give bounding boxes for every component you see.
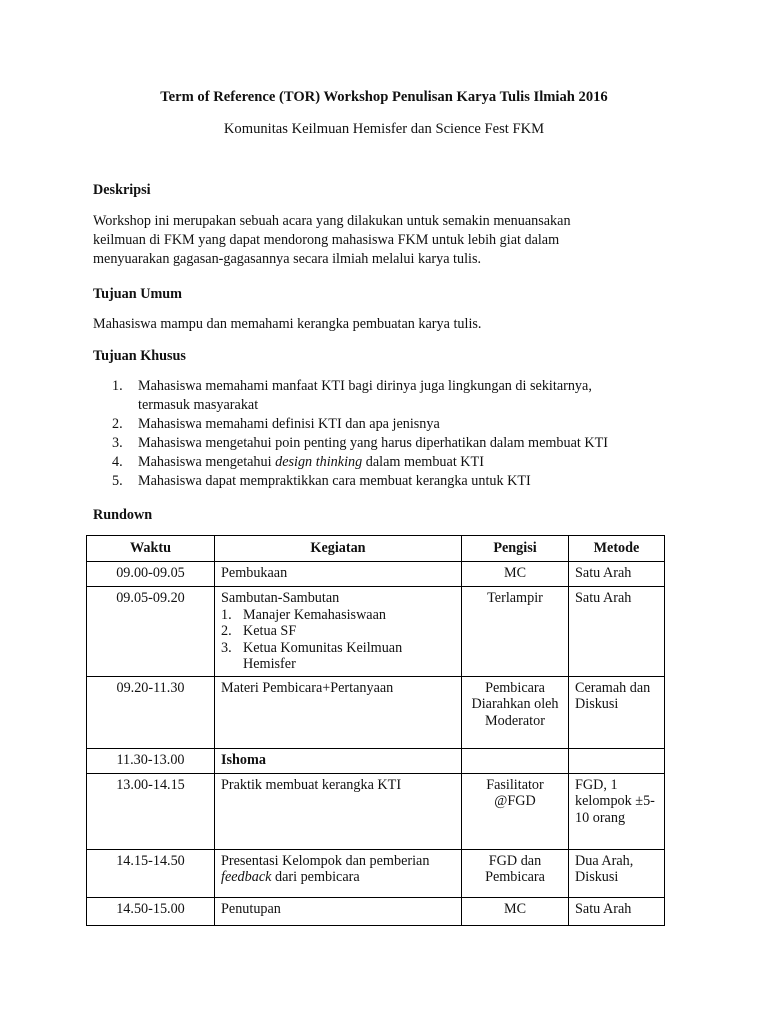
list-item-text-pre: Mahasiswa mengetahui xyxy=(138,454,276,470)
list-number: 5. xyxy=(112,473,123,489)
cell-kegiatan: Penutupan xyxy=(215,897,462,925)
cell-pengisi: Pembicara Diarahkan oleh Moderator xyxy=(462,676,569,748)
cell-pengisi: Fasilitator @FGD xyxy=(462,773,569,849)
cell-waktu: 09.20-11.30 xyxy=(87,676,215,748)
cell-kegiatan-post: dari pembicara xyxy=(271,869,360,885)
list-number: 1. xyxy=(221,606,232,623)
section-heading-tujuan-umum: Tujuan Umum xyxy=(93,286,182,302)
cell-pengisi: MC xyxy=(462,562,569,587)
rundown-table xyxy=(86,535,665,926)
table-row xyxy=(87,748,665,773)
list-item xyxy=(112,415,682,434)
document-subtitle: Komunitas Keilmuan Hemisfer dan Science Fest FKM xyxy=(223,121,545,137)
table-row xyxy=(87,587,665,677)
list-item xyxy=(112,453,682,472)
deskripsi-paragraph xyxy=(93,212,683,269)
table-row xyxy=(87,897,665,925)
list-item-text: Mahasiswa memahami manfaat KTI bagi dirinya juga lingkungan di sekitarnya, xyxy=(138,378,592,394)
column-header-pengisi: Pengisi xyxy=(462,536,569,562)
list-item-text: Ketua Komunitas Keilmuan Hemisfer xyxy=(243,639,403,672)
list-number: 1. xyxy=(112,378,123,394)
list-item-text: Ketua SF xyxy=(243,623,297,639)
table-row xyxy=(87,562,665,587)
cell-waktu: 14.15-14.50 xyxy=(87,849,215,897)
cell-pengisi xyxy=(462,748,569,773)
list-number: 4. xyxy=(112,454,123,470)
list-number: 3. xyxy=(221,639,232,656)
table-header-row xyxy=(87,536,665,562)
column-header-metode: Metode xyxy=(569,536,665,562)
cell-kegiatan xyxy=(215,587,462,677)
cell-kegiatan: Praktik membuat kerangka KTI xyxy=(215,773,462,849)
tujuan-khusus-list xyxy=(112,377,682,491)
cell-metode: Ceramah dan Diskusi xyxy=(569,676,665,748)
cell-kegiatan-italic: feedback xyxy=(221,869,272,885)
sambutan-list xyxy=(221,607,455,673)
tujuan-umum-text: Mahasiswa mampu dan memahami kerangka pembuatan karya tulis. xyxy=(93,316,482,332)
section-heading-tujuan-khusus: Tujuan Khusus xyxy=(93,348,186,364)
section-heading-rundown: Rundown xyxy=(93,507,153,523)
list-number: 2. xyxy=(112,416,123,432)
list-item xyxy=(221,623,455,640)
list-item-text: Mahasiswa dapat mempraktikkan cara membuat kerangka untuk KTI xyxy=(138,473,531,489)
list-item xyxy=(112,377,682,415)
table-row xyxy=(87,849,665,897)
deskripsi-line: menyuarakan gagasan-gagasannya secara ilmiah melalui karya tulis. xyxy=(93,251,482,267)
list-number: 3. xyxy=(112,435,123,451)
cell-metode xyxy=(569,748,665,773)
cell-pengisi: FGD dan Pembicara xyxy=(462,849,569,897)
column-header-waktu: Waktu xyxy=(87,536,215,562)
list-item xyxy=(221,640,455,673)
cell-pengisi: Terlampir xyxy=(462,587,569,677)
cell-waktu: 14.50-15.00 xyxy=(87,897,215,925)
cell-waktu: 09.00-09.05 xyxy=(87,562,215,587)
list-item-text: Mahasiswa mengetahui poin penting yang harus diperhatikan dalam membuat KTI xyxy=(138,435,609,451)
cell-pengisi: MC xyxy=(462,897,569,925)
list-item-text: Mahasiswa memahami definisi KTI dan apa jenisnya xyxy=(138,416,440,432)
column-header-kegiatan: Kegiatan xyxy=(215,536,462,562)
cell-metode: FGD, 1 kelompok ±5-10 orang xyxy=(569,773,665,849)
cell-kegiatan-title: Sambutan-Sambutan xyxy=(221,590,340,606)
list-item xyxy=(112,434,682,453)
list-number: 2. xyxy=(221,623,232,639)
list-item xyxy=(112,472,682,491)
deskripsi-line: keilmuan di FKM yang dapat mendorong mahasiswa FKM untuk lebih giat dalam xyxy=(93,232,560,248)
cell-metode: Satu Arah xyxy=(569,897,665,925)
cell-kegiatan: Materi Pembicara+Pertanyaan xyxy=(215,676,462,748)
table-row xyxy=(87,676,665,748)
list-item xyxy=(221,607,455,624)
table-row xyxy=(87,773,665,849)
cell-waktu: 11.30-13.00 xyxy=(87,748,215,773)
cell-kegiatan: Ishoma xyxy=(215,748,462,773)
section-heading-deskripsi: Deskripsi xyxy=(93,182,151,198)
cell-kegiatan xyxy=(215,849,462,897)
cell-kegiatan-pre: Presentasi Kelompok dan pemberian xyxy=(221,852,430,869)
list-item-text: Manajer Kemahasiswaan xyxy=(243,606,386,623)
cell-waktu: 09.05-09.20 xyxy=(87,587,215,677)
list-item-text: termasuk masyarakat xyxy=(138,397,259,413)
list-item-text-post: dalam membuat KTI xyxy=(362,454,484,470)
document-title: Term of Reference (TOR) Workshop Penulisan Karya Tulis Ilmiah 2016 xyxy=(160,89,608,105)
cell-metode: Satu Arah xyxy=(569,562,665,587)
cell-kegiatan: Pembukaan xyxy=(215,562,462,587)
cell-waktu: 13.00-14.15 xyxy=(87,773,215,849)
list-item-text-italic: design thinking xyxy=(275,454,363,470)
deskripsi-line: Workshop ini merupakan sebuah acara yang dilakukan untuk semakin menuansakan xyxy=(93,213,571,229)
cell-metode: Dua Arah, Diskusi xyxy=(569,849,665,897)
cell-metode: Satu Arah xyxy=(569,587,665,677)
